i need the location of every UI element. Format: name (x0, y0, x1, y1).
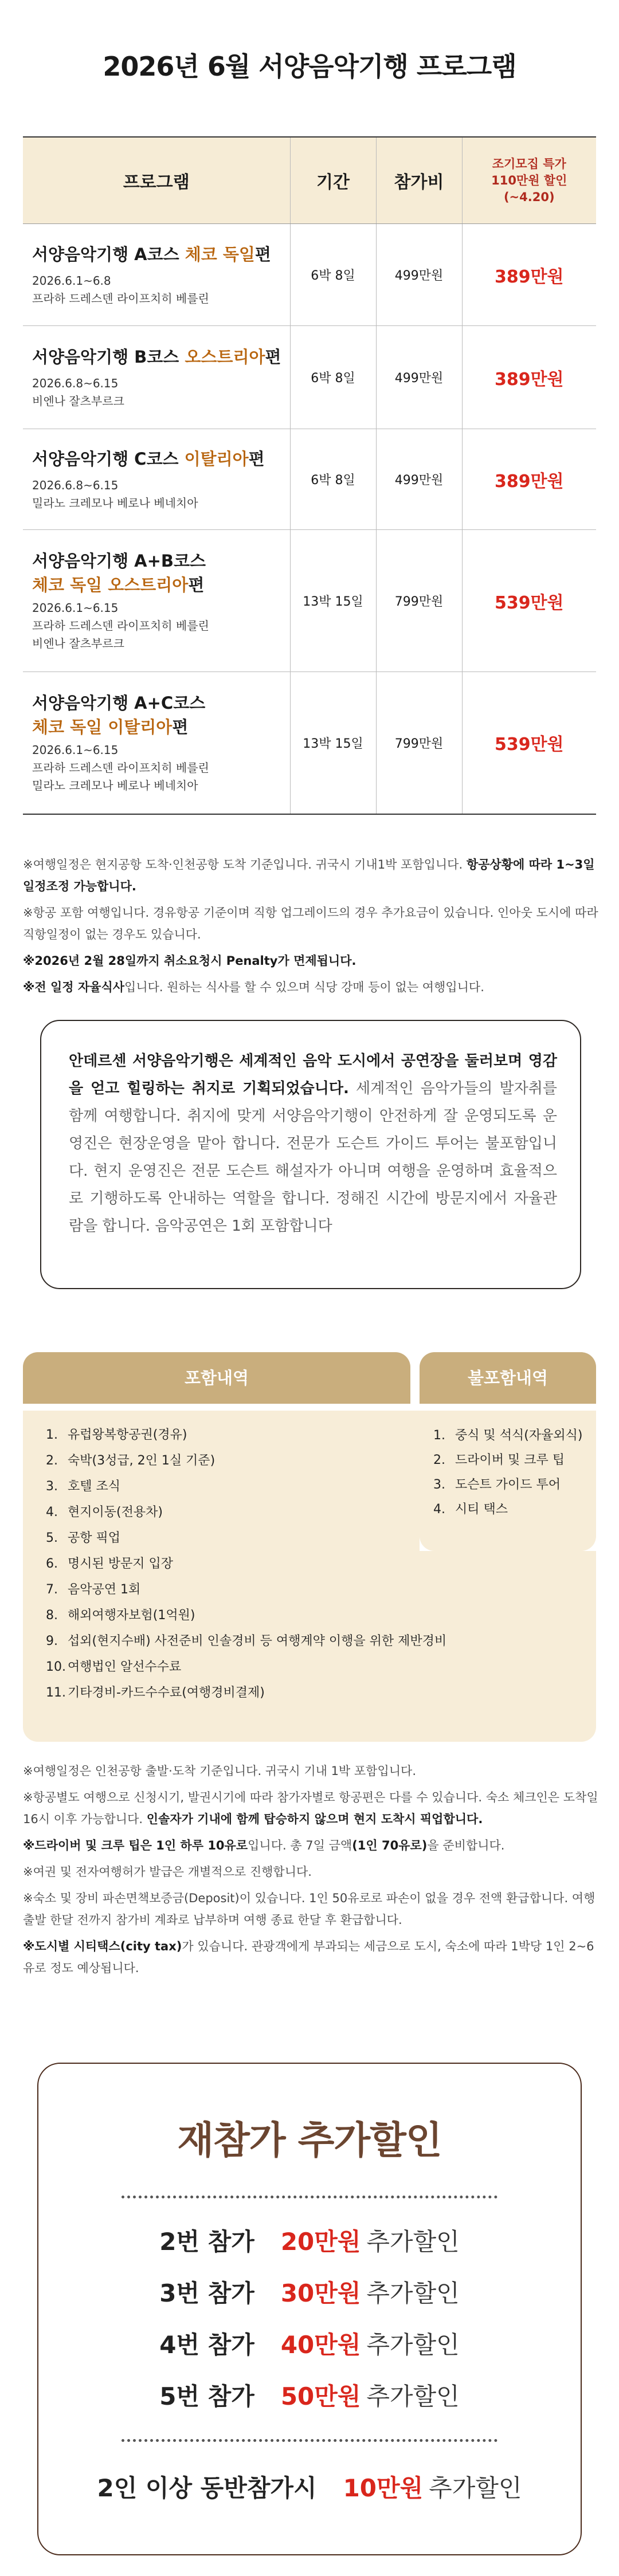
group-discount-row: 2인 이상 동반참가시 10만원 추가할인 (97, 2474, 522, 2502)
note: ※드라이버 및 크루 팁은 1인 하루 10유로입니다. 총 7일 금액(1인 70유로)을 준비합니다. (23, 1839, 505, 1852)
program-name: 서양음악기행 B코스 오스트리아편 (32, 347, 281, 367)
period-cell: 6박 8일 (290, 224, 376, 326)
list-item: 8. 해외여행자보험(1억원) (46, 1608, 195, 1623)
program-cities: 비엔나 잘츠부르크 (32, 394, 124, 408)
table-row (23, 326, 596, 429)
program-dates: 2026.6.8~6.15 (32, 376, 119, 390)
program-dates: 2026.6.1~6.15 (32, 601, 119, 615)
list-item: 3. 도슨트 가이드 투어 (433, 1478, 561, 1492)
table-row (23, 224, 596, 326)
program-cities: 밀라노 크레모나 베로나 베네치아 (32, 778, 198, 792)
program-name: 서양음악기행 A+C코스 체코 독일 이탈리아편 (32, 693, 206, 737)
note: ※여행일정은 현지공항 도착·인천공항 도착 기준입니다. 귀국시 기내1박 포함입니다. 항공상황에 따라 1~3일 일정조정 가능합니다. (23, 858, 595, 893)
program-dates: 2026.6.1~6.8 (32, 273, 111, 288)
program-cities: 비엔나 잘츠부르크 (32, 637, 124, 650)
program-notes (23, 854, 602, 1003)
program-dates: 2026.6.1~6.15 (32, 743, 119, 757)
fee-cell: 499만원 (376, 224, 462, 326)
promo-price-cell: 539만원 (462, 672, 596, 814)
period-cell: 13박 15일 (290, 672, 376, 814)
program-cell (23, 224, 290, 326)
program-name: 서양음악기행 C코스 이탈리아편 (32, 449, 265, 469)
fee-cell: 499만원 (376, 326, 462, 429)
list-item: 4. 시티 택스 (433, 1502, 508, 1517)
note: ※항공별도 여행으로 신청시기, 발권시기에 따라 참가자별로 항공편은 다를 수 있습니다. 숙소 체크인은 도착일 16시 이후 가능합니다. 인솔자가 기내에 함께 탑승하지 않으며 현지 도착시 픽업합니다. (23, 1790, 598, 1826)
list-item: 1. 유럽왕복항공권(경유) (46, 1428, 187, 1442)
table-row (23, 530, 596, 672)
program-name: 서양음악기행 A코스 체코 독일편 (32, 244, 271, 264)
intro-body: 세계적인 음악가들의 발자취를 함께 여행합니다. 취지에 맞게 서양음악기행이 안전하게 잘 운영되도록 운영진은 현장운영을 맡아 합니다. 전문가 도슨트 가이드 투어는 불포함입니다. 현지 운영진은 전문 도슨트 해설자가 아니며 여행을 운영하며 효율적으로 기행하도록 안내하는 역할을 합니다. 정해진 시간에 방문지에서 자율관람을 합니다. 음악공연은 1회 포함합니다 (69, 1080, 557, 1235)
included-list (46, 1422, 446, 1706)
program-cities: 프라하 드레스덴 라이프치히 베를린 (32, 291, 209, 305)
program-dates: 2026.6.8~6.15 (32, 478, 119, 492)
note: ※도시별 시티택스(city tax)가 있습니다. 관광객에게 부과되는 세금으로 도시, 숙소에 따라 1박당 1인 2~6유로 정도 예상됩니다. (23, 1939, 594, 1975)
program-table (23, 136, 596, 815)
program-cell (23, 326, 290, 429)
period-cell: 6박 8일 (290, 429, 376, 530)
divider (122, 2439, 497, 2442)
period-cell: 6박 8일 (290, 326, 376, 429)
list-item: 10. 여행법인 알선수수료 (46, 1660, 182, 1674)
fee-cell: 799만원 (376, 530, 462, 672)
list-item: 3. 호텔 조식 (46, 1479, 121, 1494)
program-cell (23, 429, 290, 530)
table-row (23, 672, 596, 814)
list-item: 9. 섭외(현지수배) 사전준비 인솔경비 등 여행계약 이행을 위한 제반경비 (46, 1634, 447, 1648)
list-item: 11. 기타경비-카드수수료(여행경비결제) (46, 1686, 265, 1700)
period-cell: 13박 15일 (290, 530, 376, 672)
fee-cell: 799만원 (376, 672, 462, 814)
included-heading: 포함내역 (23, 1352, 410, 1404)
header-promo: 조기모집 특가 110만원 할인 (~4.20) (462, 137, 596, 224)
list-item: 2. 숙박(3성급, 2인 1실 기준) (46, 1454, 216, 1468)
program-cities: 밀라노 크레모나 베로나 베네치아 (32, 496, 198, 510)
program-cell (23, 672, 290, 814)
note: ※숙소 및 장비 파손면책보증금(Deposit)이 있습니다. 1인 50유로로 파손이 없을 경우 전액 환급합니다. 여행 출발 한달 전까지 참가비 계좌로 납부하며 여행 종료 한달 후 환급합니다. (23, 1891, 596, 1927)
note: ※전 일정 자율식사입니다. 원하는 식사를 할 수 있으며 식당 강매 등이 없는 여행입니다. (23, 980, 484, 994)
divider (122, 2196, 497, 2198)
discount-row: 5번 참가 50만원 추가할인 (159, 2382, 460, 2410)
excluded-heading: 불포함내역 (420, 1352, 596, 1404)
program-cities: 프라하 드레스덴 라이프치히 베를린 (32, 760, 209, 775)
table-row (23, 429, 596, 530)
table-header-row (23, 137, 596, 224)
rejoin-discount-box (37, 2063, 582, 2555)
fee-cell: 499만원 (376, 429, 462, 530)
travel-notes (23, 1760, 602, 1984)
list-item: 7. 음악공연 1회 (46, 1582, 141, 1597)
page-title: 2026년 6월 서양음악기행 프로그램 (103, 51, 516, 82)
discount-row: 4번 참가 40만원 추가할인 (159, 2331, 460, 2359)
note: ※2026년 2월 28일까지 취소요청시 Penalty가 면제됩니다. (23, 954, 356, 968)
discount-row: 3번 참가 30만원 추가할인 (159, 2279, 460, 2307)
discount-row: 2번 참가 20만원 추가할인 (159, 2228, 460, 2256)
list-item: 6. 명시된 방문지 입장 (46, 1557, 174, 1571)
excluded-list (433, 1423, 582, 1522)
list-item: 1. 중식 및 석식(자율외식) (433, 1428, 583, 1443)
program-cities: 프라하 드레스덴 라이프치히 베를린 (32, 619, 209, 633)
intro-box (40, 1020, 581, 1289)
promo-price-cell: 389만원 (462, 429, 596, 530)
header-period: 기간 (290, 137, 376, 224)
promo-price-cell: 389만원 (462, 326, 596, 429)
discount-title: 재참가 추가할인 (177, 2118, 442, 2162)
program-cell (23, 530, 290, 672)
list-item: 4. 현지이동(전용차) (46, 1505, 163, 1519)
note: ※여권 및 전자여행허가 발급은 개별적으로 진행합니다. (23, 1865, 312, 1879)
header-fee: 참가비 (376, 137, 462, 224)
program-name: 서양음악기행 A+B코스 체코 독일 오스트리아편 (32, 551, 206, 595)
list-item: 5. 공항 픽업 (46, 1531, 121, 1545)
excluded-box (420, 1411, 596, 1551)
promo-price-cell: 539만원 (462, 530, 596, 672)
intro-lead: 안데르센 서양음악기행은 세계적인 음악 도시에서 공연장을 둘러보며 영감을 얻고 힐링하는 취지로 기획되었습니다. (69, 1053, 557, 1097)
list-item: 2. 드라이버 및 크루 팁 (433, 1453, 565, 1467)
note: ※항공 포함 여행입니다. 경유항공 기준이며 직항 업그레이드의 경우 추가요금이 있습니다. 인아웃 도시에 따라 직항일정이 없는 경우도 있습니다. (23, 906, 598, 941)
promo-price-cell: 389만원 (462, 224, 596, 326)
note: ※여행일정은 인천공항 출발·도착 기준입니다. 귀국시 기내 1박 포함입니다. (23, 1764, 417, 1778)
header-program: 프로그램 (23, 137, 290, 224)
